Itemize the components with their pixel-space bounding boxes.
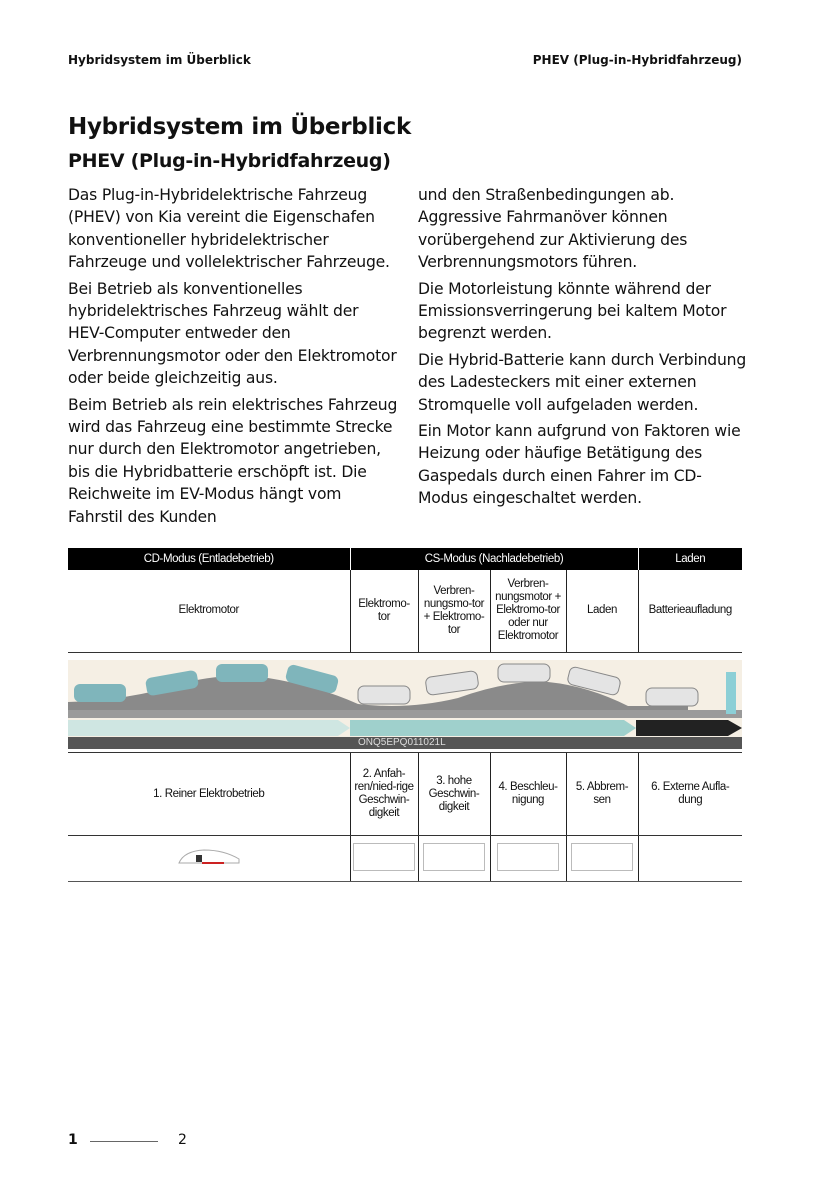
empty-cell: [638, 836, 742, 882]
mode-cs: CS-Modus (Nachladebetrieb): [350, 548, 638, 570]
car-powerflow-icon: [174, 845, 244, 869]
source-cell: Elektromo-tor: [350, 570, 418, 652]
paragraph: Ein Motor kann aufgrund von Faktoren wie Heizung oder häufige Betätigung des Gaspedals durch einen Fahrer im CD-Modus eingeschaltet werden.: [418, 422, 741, 508]
source-cell: Verbren-nungsmotor + Elektromo-tor oder nur Elektromotor: [490, 570, 566, 652]
car-powerflow-icon: [497, 843, 559, 871]
step-cell: 6. Externe Aufla-dung: [638, 753, 742, 836]
car-powerflow-icon: [353, 843, 415, 871]
mode-cd: CD-Modus (Entladebetrieb): [68, 548, 350, 570]
step-cell: 3. hohe Geschwin-digkeit: [418, 753, 490, 836]
page-title: Hybridsystem im Überblick: [68, 114, 411, 140]
powerflow-diagram: [350, 836, 418, 882]
paragraph: Bei Betrieb als konventionelles hybridelektrisches Fahrzeug wählt der HEV-Computer entweder den Verbrennungsmotor oder den Elektromotor oder beide gleichzeitig aus.: [68, 279, 397, 388]
text-column-right: [418, 184, 748, 514]
source-cell: Elektromotor: [68, 570, 350, 652]
road-cars-graphic: [68, 660, 742, 749]
powerflow-diagram: [68, 836, 350, 882]
image-code: ONQ5EPQ011021L: [68, 737, 742, 749]
powerflow-diagram: [566, 836, 638, 882]
chapter-number: 1: [68, 1132, 78, 1148]
mode-laden: Laden: [638, 548, 742, 570]
footer-divider: [90, 1141, 158, 1142]
running-header-right: PHEV (Plug-in-Hybridfahrzeug): [532, 53, 742, 67]
source-cell: Verbren-nungsmo-tor + Elektromo-tor: [418, 570, 490, 652]
step-cell: 1. Reiner Elektrobetrieb: [68, 753, 350, 836]
text-column-left: [68, 184, 398, 532]
paragraph: Die Motorleistung könnte während der Emissionsverringerung bei kaltem Motor begrenzt werden.: [418, 279, 727, 343]
car-powerflow-icon: [571, 843, 633, 871]
car-powerflow-icon: [423, 843, 485, 871]
step-cell: 5. Abbrem-sen: [566, 753, 638, 836]
step-cell: 2. Anfah-ren/nied-rige Geschwin-digkeit: [350, 753, 418, 836]
paragraph: Die Hybrid-Batterie kann durch Verbindung des Ladesteckers mit einer externen Stromquelle voll aufgeladen werden.: [418, 350, 747, 414]
mode-table: [68, 548, 742, 653]
paragraph: und den Straßenbedingungen ab. Aggressive Fahrmanöver können vorübergehend zur Aktivierung des Verbrennungsmotors führen.: [418, 186, 688, 272]
step-cell: 4. Beschleu-nigung: [490, 753, 566, 836]
paragraph: Beim Betrieb als rein elektrisches Fahrzeug wird das Fahrzeug eine bestimmte Strecke nur durch den Elektromotor angetrieben, bis die Hybridbatterie erschöpft ist. Die Reichweite im EV-Modus hängt vom Fahrstil des Kunden: [68, 395, 398, 526]
source-cell: Laden: [566, 570, 638, 652]
page-number: 2: [178, 1132, 187, 1148]
paragraph: Das Plug-in-Hybridelektrische Fahrzeug (PHEV) von Kia vereint die Eigenschafen konventioneller hybridelektrischer Fahrzeuge und vollelektrischer Fahrzeuge.: [68, 186, 390, 272]
page-subtitle: PHEV (Plug-in-Hybridfahrzeug): [68, 150, 391, 172]
powerflow-diagram: [418, 836, 490, 882]
driving-mode-illustration: [68, 660, 742, 749]
running-header-left: Hybridsystem im Überblick: [68, 53, 251, 67]
steps-table: [68, 752, 742, 882]
powerflow-diagram: [490, 836, 566, 882]
source-cell: Batterieaufladung: [638, 570, 742, 652]
